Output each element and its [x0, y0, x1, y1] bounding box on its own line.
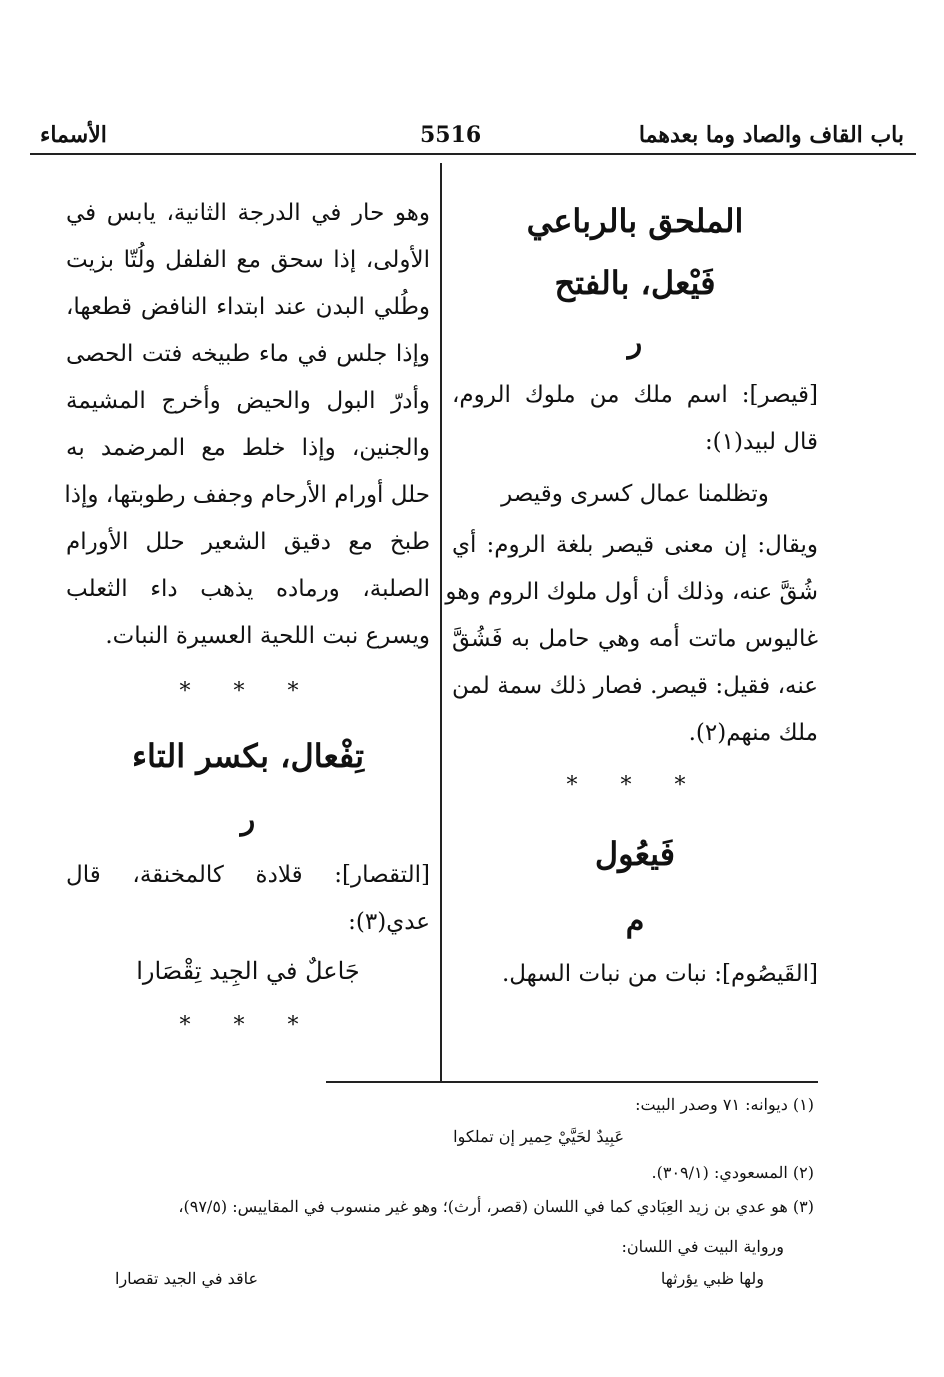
root-letter: ر [240, 802, 256, 837]
entry-line: عدي(٣): [348, 909, 430, 935]
entry-line: قال لبيد(١): [704, 429, 818, 455]
footnote-verse: عَبِيدٌ لحَيَّيْ حِمير إن تملكوا [453, 1127, 624, 1146]
entry-line: شُقَّ عنه، وذلك أن أول ملوك الروم وهو [445, 579, 818, 605]
running-head-section: الأسماء [40, 122, 107, 148]
header-rule [30, 153, 916, 155]
entry-line: [قيصر]: اسم ملك من ملوك الروم، [452, 382, 818, 408]
entry-line: وأدرّ البول والحيض وأخرج المشيمة [66, 388, 430, 414]
entry-line: ويقال: إن معنى قيصر بلغة الروم: أي [452, 532, 818, 558]
entry-line: غاليوس ماتت أمه وهي حامل به فَشُقَّ [452, 626, 818, 652]
footnote-continuation: ورواية البيت في اللسان: [621, 1237, 784, 1256]
root-letter: ر [627, 325, 643, 360]
entry-line: حلل أورام الأرحام وجفف رطوبتها، وإذا [64, 482, 430, 508]
entry-line: عنه، فقيل: قيصر. فصار ذلك سمة لمن [452, 673, 818, 699]
entry-line: ملك منهم(٢). [688, 720, 818, 746]
entry-line: [القَيصُوم]: نبات من نبات السهل. [501, 961, 818, 987]
footnote-rule [326, 1081, 818, 1083]
page-number: 5516 [420, 122, 482, 148]
section-separator: * * * [179, 1013, 317, 1038]
footnote-verse: ولها ظبي يؤرثها [660, 1269, 764, 1288]
section-separator: * * * [179, 679, 317, 704]
entry-line: وإذا جلس في ماء طبيخه فتت الحصى [66, 341, 430, 367]
entry-line: والجنين، وإذا خلط مع المرضمد به [66, 435, 430, 461]
poetry-verse: وتظلمنا عمال كسرى وقيصر [501, 481, 769, 507]
entry-line: الصلبة، ورماده يذهب داء الثعلب [66, 576, 430, 602]
left-column [66, 190, 430, 1056]
entry-line: [التقصار]: قلادة كالمخنقة، قال [66, 862, 430, 888]
right-column [445, 190, 818, 998]
section-heading: الملحق بالرباعي [526, 202, 744, 240]
footnote-2: (٢) المسعودي: (٣٠٩/١). [651, 1163, 814, 1182]
entry-line: طبخ مع دقيق الشعير حلل الأورام [66, 529, 430, 555]
root-letter: م [625, 904, 645, 939]
footnote-3: (٣) هو عدي بن زيد العِبَادي كما في اللسان (قصر، أرث)؛ وهو غير منسوب في المقاييس: (٩٧/٥)، [178, 1197, 814, 1216]
pattern-heading: تِفْعال، بكسر التاء [131, 737, 364, 775]
pattern-heading: فَيْعل، بالفتح [554, 264, 716, 302]
column-divider [440, 163, 442, 1081]
section-separator: * * * [566, 773, 704, 798]
entry-line: وطُلي البدن عند ابتداء النافض قطعها، [66, 294, 430, 320]
entry-line: الأولى، إذا سحق مع الفلفل ولُتّا بزيت [66, 247, 430, 273]
running-head-chapter: باب القاف والصاد وما بعدهما [638, 122, 904, 148]
poetry-verse: جَاعلٌ في الجِيد تِقْصَارا [136, 957, 360, 985]
footnote-verse: عاقد في الجيد تقصارا [115, 1269, 259, 1288]
entry-line: ويسرع نبت اللحية العسيرة النبات. [105, 623, 430, 649]
entry-line: وهو حار في الدرجة الثانية، يابس في [66, 200, 430, 226]
footnote-1: (١) ديوانه: ٧١ وصدر البيت: [635, 1095, 814, 1114]
pattern-heading: فَيعُول [594, 835, 676, 873]
